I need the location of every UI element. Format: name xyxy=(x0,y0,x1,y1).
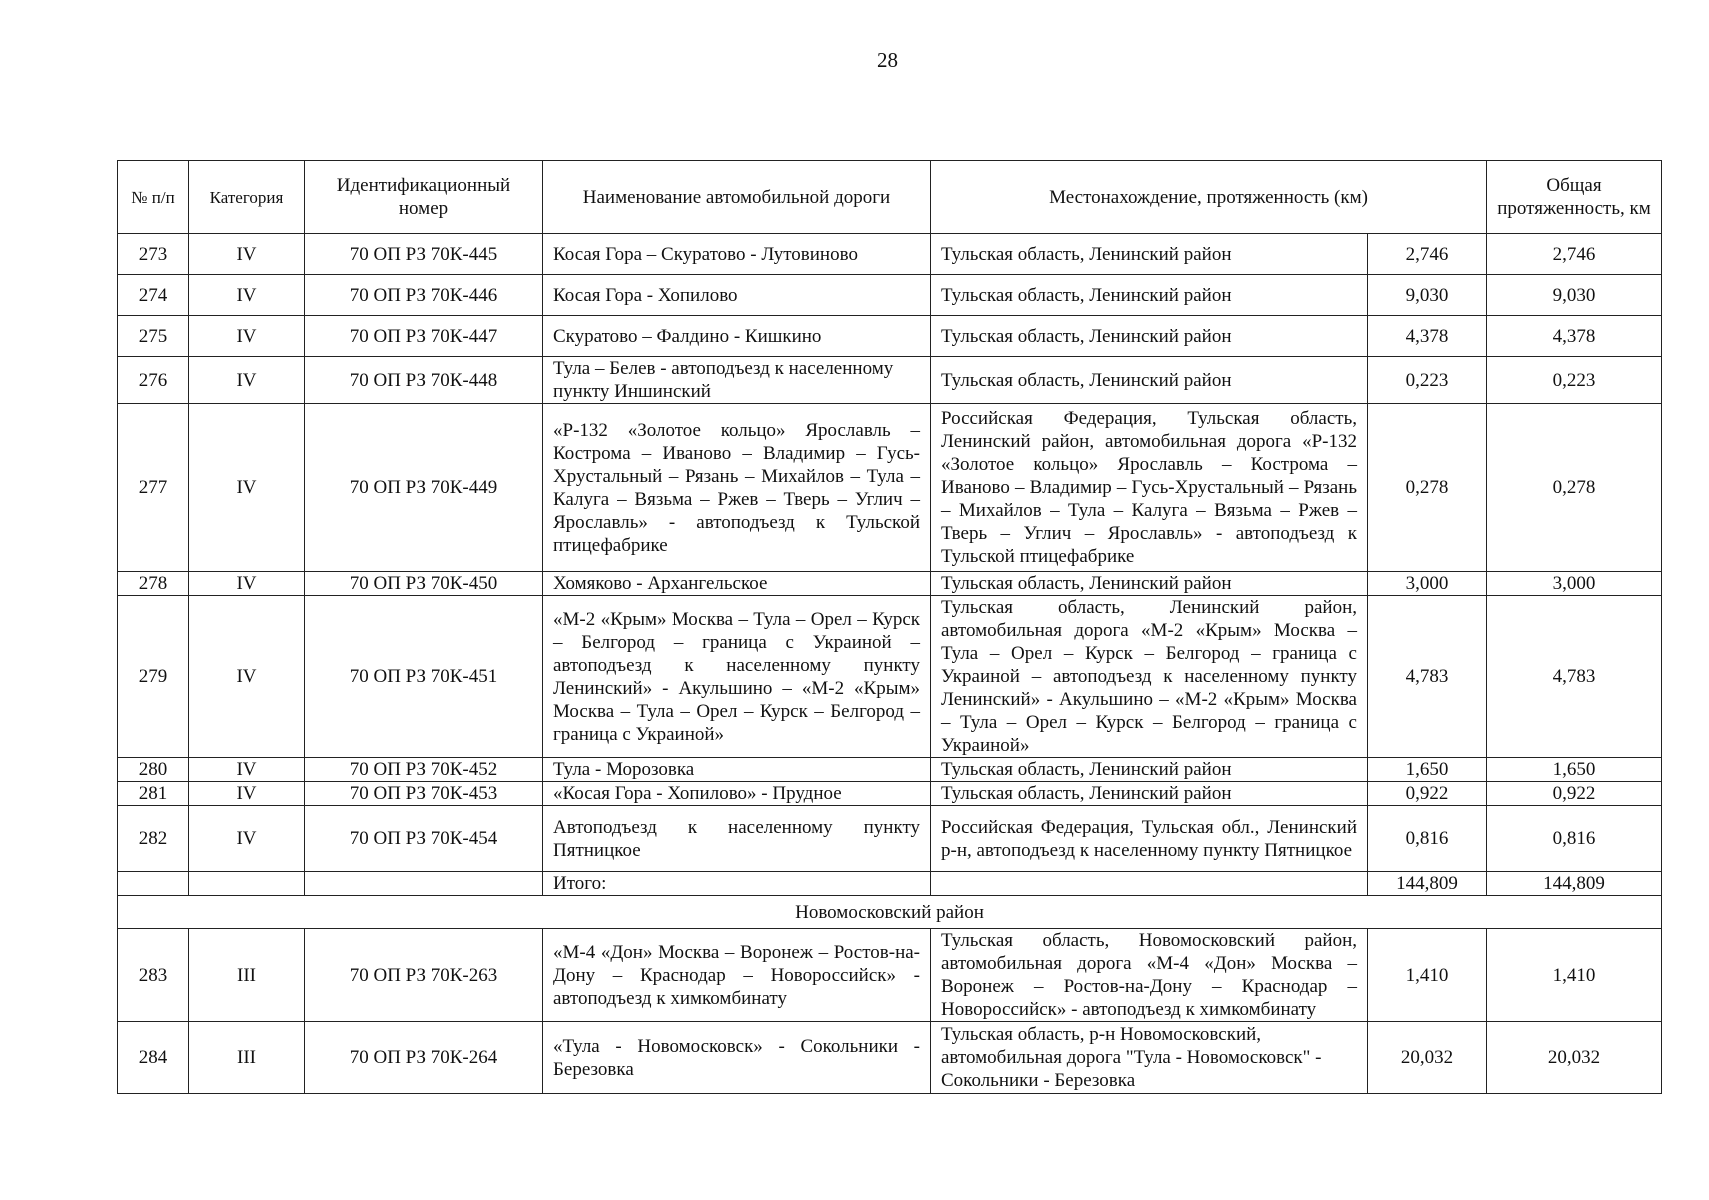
row-length: 0,922 xyxy=(1368,782,1487,806)
table-row xyxy=(118,404,1662,572)
row-total: 20,032 xyxy=(1487,1022,1662,1094)
row-total: 2,746 xyxy=(1487,234,1662,275)
row-location: Тульская область, Ленинский район xyxy=(931,234,1368,275)
header-id: Идентификационный номер xyxy=(305,161,543,234)
row-name: Хомяково - Архангельское xyxy=(543,572,931,596)
row-id: 70 ОП РЗ 70К-263 xyxy=(305,929,543,1022)
row-category: IV xyxy=(189,316,305,357)
table-row xyxy=(118,1022,1662,1094)
row-total: 3,000 xyxy=(1487,572,1662,596)
row-total: 1,410 xyxy=(1487,929,1662,1022)
row-total: 1,650 xyxy=(1487,758,1662,782)
row-name: «Косая Гора - Хопилово» - Прудное xyxy=(543,782,931,806)
row-name: «Тула - Новомосковск» - Сокольники - Березовка xyxy=(543,1022,931,1094)
table-row xyxy=(118,357,1662,404)
row-category: IV xyxy=(189,596,305,758)
table-row xyxy=(118,275,1662,316)
row-num: 274 xyxy=(118,275,189,316)
row-category: III xyxy=(189,929,305,1022)
row-name: Автоподъезд к населенному пункту Пятницкое xyxy=(543,806,931,872)
row-length: 4,783 xyxy=(1368,596,1487,758)
row-total: 4,378 xyxy=(1487,316,1662,357)
total-length: 144,809 xyxy=(1368,872,1487,896)
row-num: 273 xyxy=(118,234,189,275)
row-category: III xyxy=(189,1022,305,1094)
total-empty-cell xyxy=(931,872,1368,896)
row-num: 278 xyxy=(118,572,189,596)
row-num: 282 xyxy=(118,806,189,872)
row-location: Российская Федерация, Тульская область, Ленинский район, автомобильная дорога «Р-132 «Золотое кольцо» Ярославль – Кострома – Иваново – Владимир – Гусь-Хрустальный – Рязань – Михайлов – Тула – Калуга – Вязьма – Ржев – Тверь – Углич – Ярославль» - автоподъезд к Тульской птицефабрике xyxy=(931,404,1368,572)
row-num: 283 xyxy=(118,929,189,1022)
page-number: 28 xyxy=(877,48,898,72)
row-name: Косая Гора – Скуратово - Лутовиново xyxy=(543,234,931,275)
row-location: Тульская область, Ленинский район xyxy=(931,758,1368,782)
table-row xyxy=(118,782,1662,806)
row-id: 70 ОП РЗ 70К-454 xyxy=(305,806,543,872)
row-name: Тула – Белев - автоподъезд к населенному пункту Иншинский xyxy=(543,357,931,404)
row-category: IV xyxy=(189,357,305,404)
header-location: Местонахождение, протяженность (км) xyxy=(931,161,1487,234)
total-empty-cell xyxy=(305,872,543,896)
total-label: Итого: xyxy=(543,872,931,896)
row-length: 9,030 xyxy=(1368,275,1487,316)
row-location: Тульская область, Ленинский район xyxy=(931,357,1368,404)
row-name: Скуратово – Фалдино - Кишкино xyxy=(543,316,931,357)
row-num: 280 xyxy=(118,758,189,782)
district-row xyxy=(118,896,1662,929)
table-row xyxy=(118,316,1662,357)
row-num: 279 xyxy=(118,596,189,758)
total-sum: 144,809 xyxy=(1487,872,1662,896)
table-row xyxy=(118,929,1662,1022)
row-id: 70 ОП РЗ 70К-264 xyxy=(305,1022,543,1094)
header-name: Наименование автомобильной дороги xyxy=(543,161,931,234)
row-num: 275 xyxy=(118,316,189,357)
row-id: 70 ОП РЗ 70К-452 xyxy=(305,758,543,782)
row-total: 0,278 xyxy=(1487,404,1662,572)
row-total: 0,223 xyxy=(1487,357,1662,404)
row-category: IV xyxy=(189,806,305,872)
header-num: № п/п xyxy=(118,161,189,234)
table-row xyxy=(118,806,1662,872)
row-length: 0,278 xyxy=(1368,404,1487,572)
row-length: 20,032 xyxy=(1368,1022,1487,1094)
row-length: 3,000 xyxy=(1368,572,1487,596)
row-name: Тула - Морозовка xyxy=(543,758,931,782)
row-length: 0,223 xyxy=(1368,357,1487,404)
row-id: 70 ОП РЗ 70К-451 xyxy=(305,596,543,758)
row-location: Тульская область, Ленинский район, автомобильная дорога «М-2 «Крым» Москва – Тула – Орел – Курск – Белгород – граница с Украиной – автоподъезд к населенному пункту Ленинский» - Акульшино – «М-2 «Крым» Москва – Тула – Орел – Курск – Белгород – граница с Украиной» xyxy=(931,596,1368,758)
row-category: IV xyxy=(189,234,305,275)
row-num: 284 xyxy=(118,1022,189,1094)
row-id: 70 ОП РЗ 70К-446 xyxy=(305,275,543,316)
table-header-row xyxy=(118,161,1662,234)
header-category: Категория xyxy=(189,161,305,234)
table-row xyxy=(118,572,1662,596)
row-location: Тульская область, Ленинский район xyxy=(931,782,1368,806)
header-total: Общая протяженность, км xyxy=(1487,161,1662,234)
row-id: 70 ОП РЗ 70К-445 xyxy=(305,234,543,275)
row-length: 4,378 xyxy=(1368,316,1487,357)
total-empty-cell xyxy=(118,872,189,896)
roads-table xyxy=(117,160,1662,1094)
row-location: Тульская область, Новомосковский район, автомобильная дорога «М-4 «Дон» Москва – Воронеж – Ростов-на-Дону – Краснодар – Новороссийск» - автоподъезд к химкомбинату xyxy=(931,929,1368,1022)
row-location: Российская Федерация, Тульская обл., Ленинский р-н, автоподъезд к населенному пункту Пятницкое xyxy=(931,806,1368,872)
district-title: Новомосковский район xyxy=(118,896,1662,929)
row-location: Тульская область, Ленинский район xyxy=(931,275,1368,316)
row-id: 70 ОП РЗ 70К-447 xyxy=(305,316,543,357)
table-row xyxy=(118,758,1662,782)
table-row xyxy=(118,234,1662,275)
row-name: «М-4 «Дон» Москва – Воронеж – Ростов-на-Дону – Краснодар – Новороссийск» - автоподъезд к химкомбинату xyxy=(543,929,931,1022)
row-location: Тульская область, Ленинский район xyxy=(931,572,1368,596)
row-id: 70 ОП РЗ 70К-448 xyxy=(305,357,543,404)
row-name: «М-2 «Крым» Москва – Тула – Орел – Курск – Белгород – граница с Украиной – автоподъезд к населенному пункту Ленинский» - Акульшино – «М-2 «Крым» Москва – Тула – Орел – Курск – Белгород – граница с Украиной» xyxy=(543,596,931,758)
row-total: 0,922 xyxy=(1487,782,1662,806)
row-num: 277 xyxy=(118,404,189,572)
row-length: 2,746 xyxy=(1368,234,1487,275)
row-location: Тульская область, Ленинский район xyxy=(931,316,1368,357)
total-empty-cell xyxy=(189,872,305,896)
row-category: IV xyxy=(189,758,305,782)
row-name: Косая Гора - Хопилово xyxy=(543,275,931,316)
row-total: 0,816 xyxy=(1487,806,1662,872)
row-category: IV xyxy=(189,275,305,316)
row-length: 1,650 xyxy=(1368,758,1487,782)
row-length: 1,410 xyxy=(1368,929,1487,1022)
row-total: 4,783 xyxy=(1487,596,1662,758)
row-num: 281 xyxy=(118,782,189,806)
row-category: IV xyxy=(189,404,305,572)
row-category: IV xyxy=(189,572,305,596)
row-num: 276 xyxy=(118,357,189,404)
row-category: IV xyxy=(189,782,305,806)
row-location: Тульская область, р-н Новомосковский, автомобильная дорога "Тула - Новомосковск" - Сокольники - Березовка xyxy=(931,1022,1368,1094)
table-row xyxy=(118,596,1662,758)
row-id: 70 ОП РЗ 70К-450 xyxy=(305,572,543,596)
total-row xyxy=(118,872,1662,896)
row-name: «Р-132 «Золотое кольцо» Ярославль – Кострома – Иваново – Владимир – Гусь-Хрустальный – Рязань – Михайлов – Тула – Калуга – Вязьма – Ржев – Тверь – Углич – Ярославль» - автоподъезд к Тульской птицефабрике xyxy=(543,404,931,572)
row-length: 0,816 xyxy=(1368,806,1487,872)
row-id: 70 ОП РЗ 70К-449 xyxy=(305,404,543,572)
row-total: 9,030 xyxy=(1487,275,1662,316)
row-id: 70 ОП РЗ 70К-453 xyxy=(305,782,543,806)
